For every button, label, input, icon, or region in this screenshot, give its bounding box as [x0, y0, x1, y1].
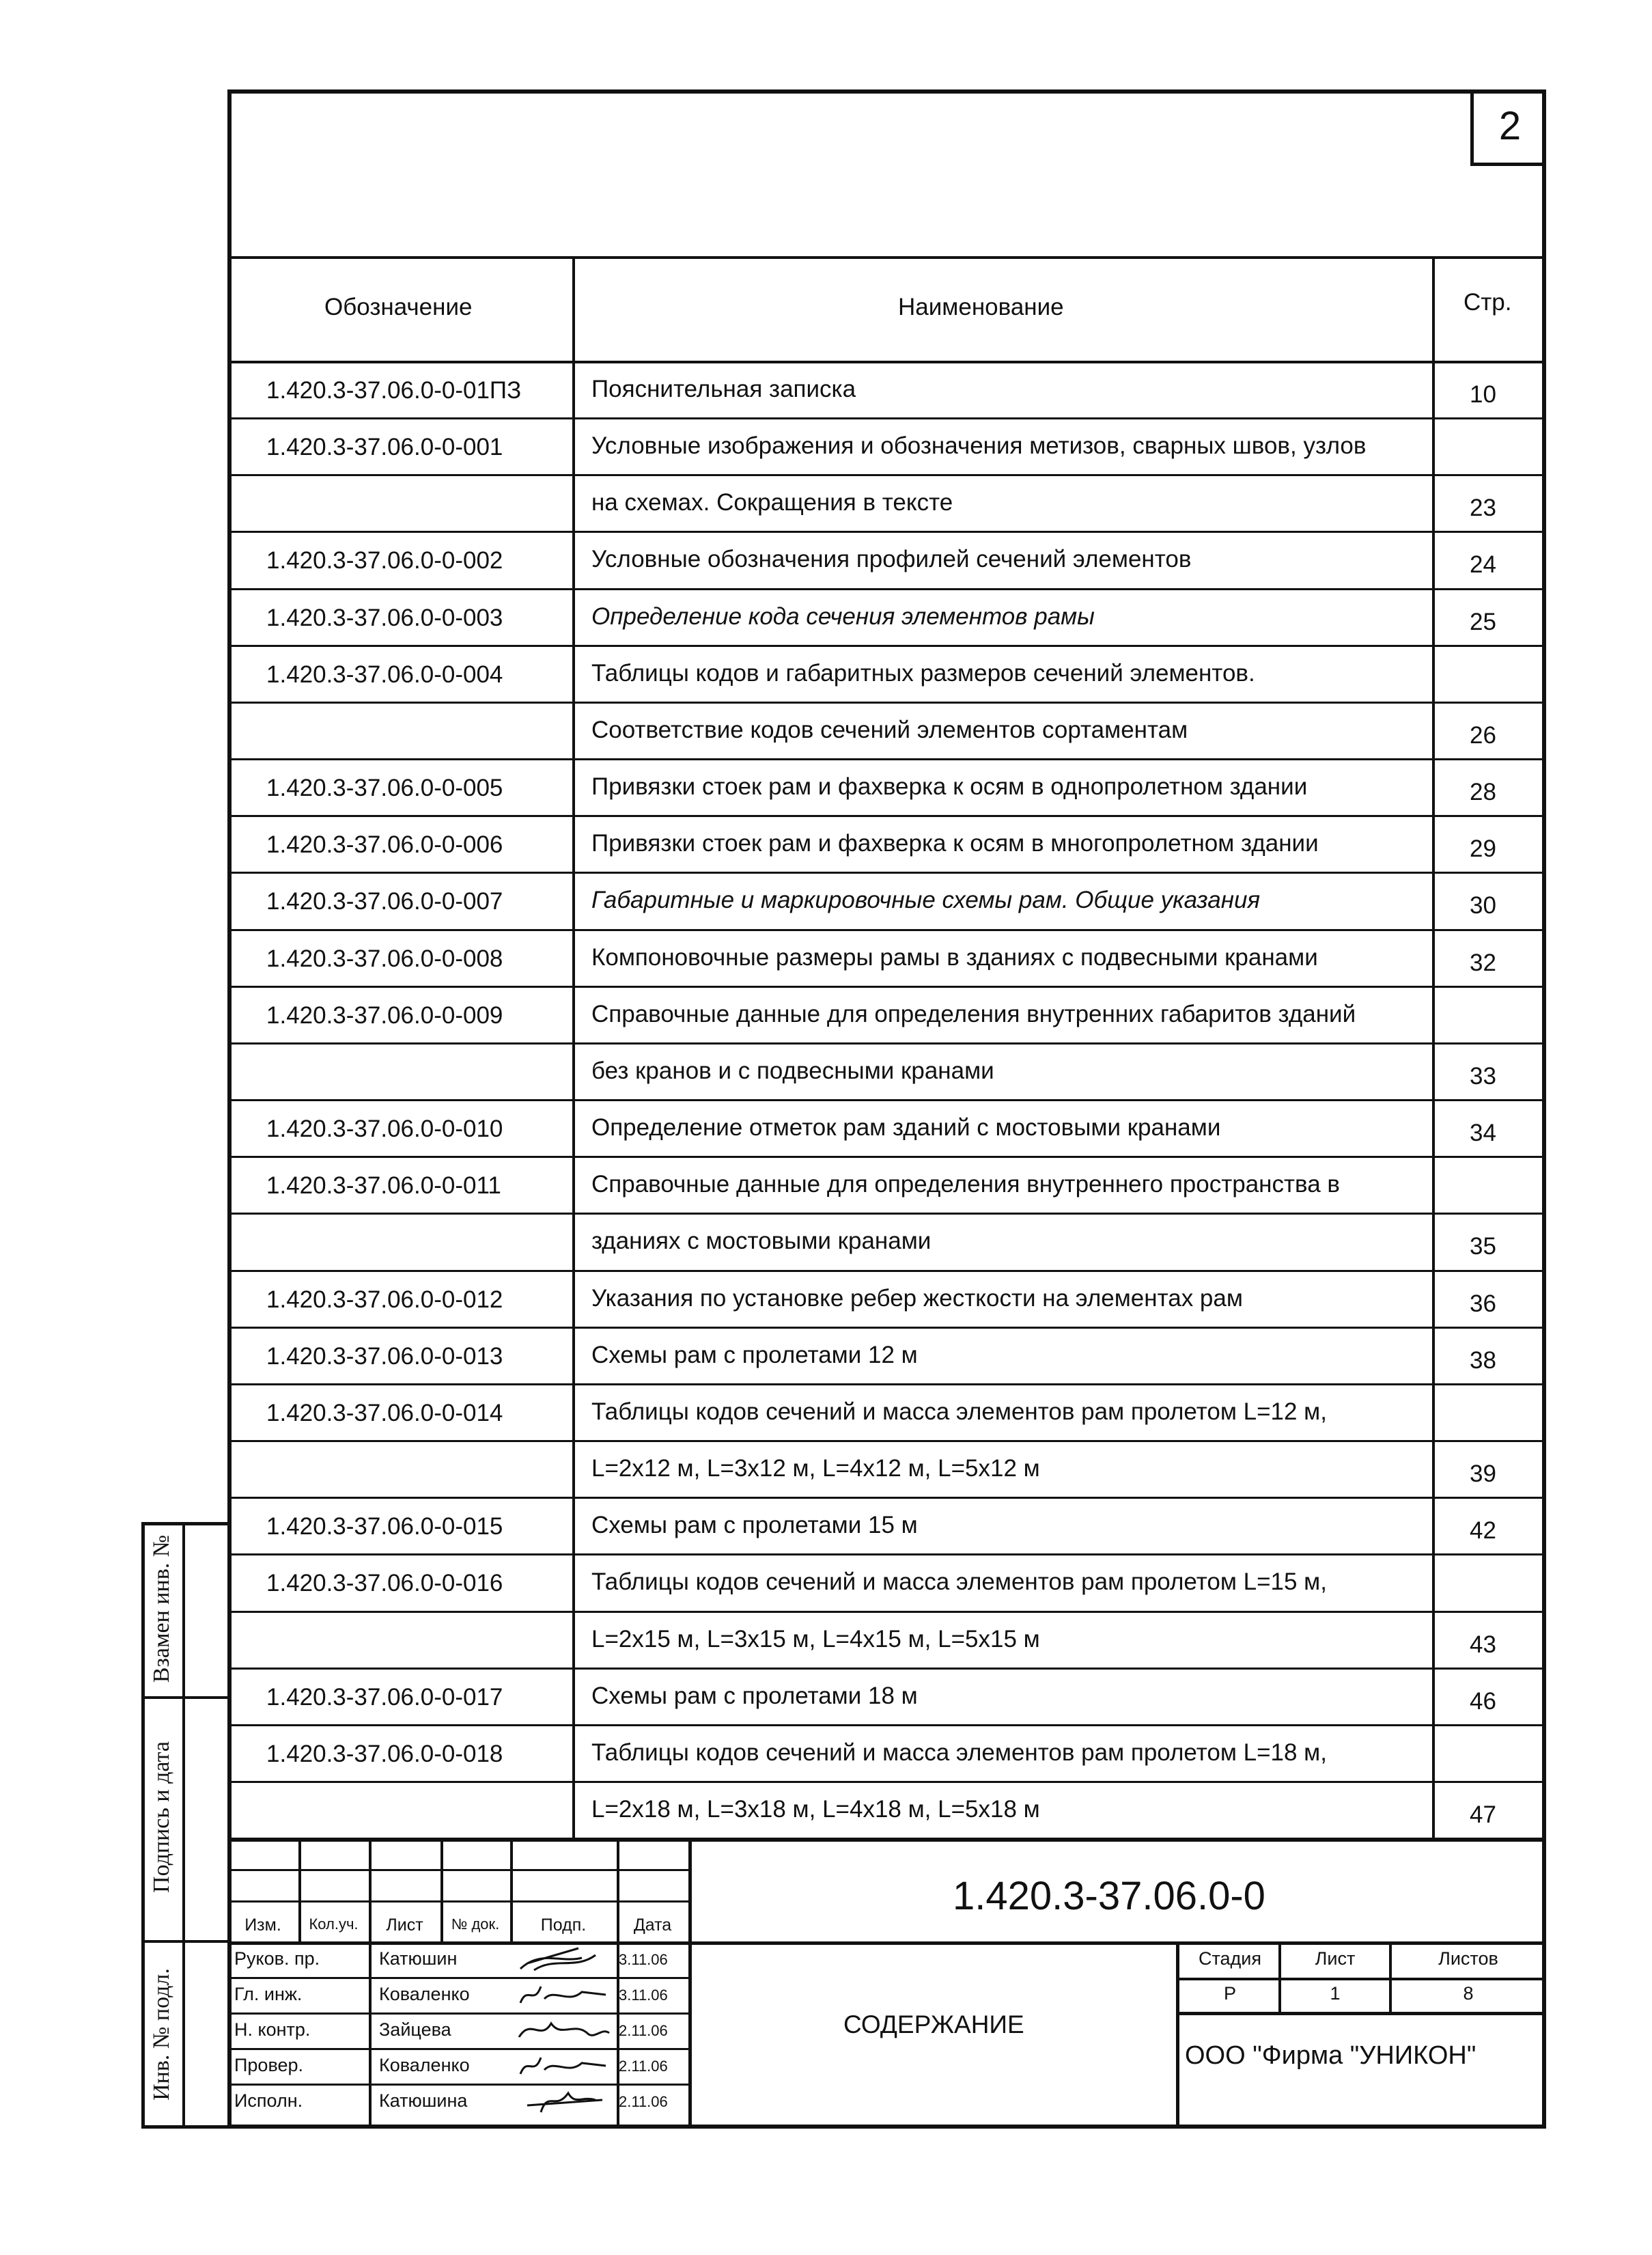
row-page: 23: [1470, 495, 1496, 522]
row-divider: [227, 1327, 1546, 1329]
rev-header-kol_uch: Кол.уч.: [309, 1915, 359, 1933]
row-name: L=2x15 м, L=3x15 м, L=4x15 м, L=5x15 м: [591, 1625, 1040, 1652]
row-name: Таблицы кодов сечений и масса элементов рам пролетом L=15 м,: [591, 1568, 1327, 1596]
person-name: Коваленко: [379, 1984, 470, 2004]
rev-header-izm: Изм.: [244, 1915, 281, 1935]
side-stamp-line-2: [141, 1940, 230, 1943]
row-name: Габаритные и маркировочные схемы рам. Общие указания: [591, 887, 1261, 914]
document-code: 1.420.3-37.06.0-0: [953, 1874, 1265, 1918]
row-name: Компоновочные размеры рамы в зданиях с подвесными кранами: [591, 943, 1318, 971]
header-bottom-line: [227, 361, 1546, 363]
title-block-split: [688, 1838, 692, 2129]
document-title: СОДЕРЖАНИЕ: [843, 2010, 1024, 2038]
row-code: 1.420.3-37.06.0-0-015: [266, 1513, 503, 1540]
row-divider: [227, 1611, 1546, 1613]
row-divider: [227, 815, 1546, 817]
row-code: 1.420.3-37.06.0-0-011: [266, 1172, 501, 1200]
row-page: 32: [1470, 949, 1496, 976]
person-date: 3.11.06: [619, 1951, 668, 1968]
row-divider: [227, 531, 1546, 533]
row-code: 1.420.3-37.06.0-0-013: [266, 1342, 503, 1370]
row-name: без кранов и с подвесными кранами: [591, 1057, 994, 1084]
row-page: 42: [1470, 1517, 1496, 1545]
row-divider: [227, 1213, 1546, 1215]
row-divider: [227, 645, 1546, 647]
person-date: 2.11.06: [619, 2058, 668, 2075]
row-page: 24: [1470, 551, 1496, 579]
row-name: Условные изображения и обозначения метизов, сварных швов, узлов: [591, 432, 1367, 460]
person-role: Исполн.: [234, 2090, 303, 2111]
row-page: 39: [1470, 1461, 1496, 1488]
stage-label: Стадия: [1198, 1948, 1262, 1969]
row-name: Схемы рам с пролетами 12 м: [591, 1341, 918, 1368]
person-name: Катюшина: [379, 2090, 468, 2111]
row-code: 1.420.3-37.06.0-0-001: [266, 434, 503, 461]
rev-header-data: Дата: [633, 1915, 672, 1935]
sheets-value: 8: [1463, 1983, 1474, 2004]
row-code: 1.420.3-37.06.0-0-006: [266, 831, 503, 859]
row-code: 1.420.3-37.06.0-0-002: [266, 547, 503, 575]
row-divider: [227, 1781, 1546, 1783]
row-divider: [227, 702, 1546, 704]
row-name: L=2x18 м, L=3x18 м, L=4x18 м, L=5x18 м: [591, 1796, 1040, 1823]
row-name: Таблицы кодов и габаритных размеров сечений элементов.: [591, 659, 1255, 687]
row-name: Таблицы кодов сечений и масса элементов рам пролетом L=18 м,: [591, 1739, 1327, 1766]
row-code: 1.420.3-37.06.0-0-014: [266, 1399, 503, 1426]
row-divider: [227, 588, 1546, 590]
person-role: Гл. инж.: [234, 1984, 303, 2004]
row-name: Справочные данные для определения внутреннего пространства в: [591, 1171, 1341, 1198]
row-page: 47: [1470, 1801, 1496, 1828]
row-divider: [227, 417, 1546, 419]
row-code: 1.420.3-37.06.0-0-018: [266, 1740, 503, 1767]
row-divider: [227, 986, 1546, 988]
person-name: Коваленко: [379, 2055, 470, 2075]
row-code: 1.420.3-37.06.0-0-017: [266, 1683, 503, 1711]
person-role: Руков. пр.: [234, 1948, 320, 1969]
row-name: зданиях с мостовыми кранами: [591, 1228, 932, 1255]
row-divider: [227, 1156, 1546, 1158]
row-name: Определение отметок рам зданий с мостовыми кранами: [591, 1114, 1221, 1142]
header-designation: Обозначение: [324, 294, 473, 320]
row-page: 28: [1470, 779, 1496, 806]
row-name: Соответствие кодов сечений элементов сортаментам: [591, 716, 1188, 743]
side-stamp-divider: [182, 1522, 185, 2129]
row-page: 38: [1470, 1346, 1496, 1374]
stage-divider-2: [1389, 1941, 1392, 2012]
person-name: Зайцева: [379, 2019, 451, 2040]
rev-col-line: [369, 1838, 372, 2129]
row-code: 1.420.3-37.06.0-0-003: [266, 604, 503, 631]
row-code: 1.420.3-37.06.0-0-01ПЗ: [266, 377, 522, 404]
row-page: 46: [1470, 1687, 1496, 1715]
row-name: на схемах. Сокращения в тексте: [591, 489, 953, 516]
handwritten-signature: [514, 2085, 616, 2118]
row-code: 1.420.3-37.06.0-0-016: [266, 1570, 503, 1597]
title-block-top: [227, 1838, 1546, 1842]
row-page: 29: [1470, 835, 1496, 863]
row-divider: [227, 1497, 1546, 1499]
row-page: 25: [1470, 608, 1496, 635]
row-name: Указания по установке ребер жесткости на элементах рам: [591, 1284, 1243, 1312]
rev-header-no_dok: № док.: [451, 1915, 500, 1933]
row-divider: [227, 474, 1546, 476]
row-divider: [227, 929, 1546, 931]
title-code-bottom: [688, 1941, 1546, 1945]
row-divider: [227, 1440, 1546, 1442]
signature-date-label: Подпись и дата: [149, 1741, 174, 1893]
row-divider: [227, 1553, 1546, 1555]
row-divider: [227, 1724, 1546, 1726]
row-code: 1.420.3-37.06.0-0-010: [266, 1116, 503, 1143]
stage-values-line: [1176, 2012, 1546, 2015]
row-page: 33: [1470, 1062, 1496, 1090]
row-name: Привязки стоек рам и фахверка к осям в однопролетном здании: [591, 773, 1308, 801]
row-divider: [227, 1042, 1546, 1045]
title-name-right: [1176, 1941, 1179, 2129]
row-divider: [227, 758, 1546, 760]
row-name: L=2x12 м, L=3x12 м, L=4x12 м, L=5x12 м: [591, 1455, 1040, 1482]
row-code: 1.420.3-37.06.0-0-005: [266, 775, 503, 802]
row-name: Условные обозначения профилей сечений элементов: [591, 546, 1192, 573]
row-page: 10: [1470, 381, 1496, 408]
row-page: 36: [1470, 1290, 1496, 1317]
rev-col-line: [617, 1838, 619, 2129]
row-code: 1.420.3-37.06.0-0-009: [266, 1001, 503, 1029]
row-page: 35: [1470, 1233, 1496, 1260]
row-page: 34: [1470, 1120, 1496, 1147]
row-page: 30: [1470, 892, 1496, 919]
header-page: Стр.: [1464, 289, 1512, 316]
handwritten-signature: [514, 2014, 616, 2047]
sheet-value: 1: [1330, 1983, 1341, 2004]
company-name: ООО "Фирма "УНИКОН": [1185, 2041, 1476, 2070]
person-role: Провер.: [234, 2055, 304, 2075]
row-name: Привязки стоек рам и фахверка к осям в многопролетном здании: [591, 830, 1319, 857]
row-name: Определение кода сечения элементов рамы: [591, 603, 1095, 630]
row-name: Справочные данные для определения внутренних габаритов зданий: [591, 1000, 1356, 1027]
handwritten-signature: [514, 1943, 616, 1976]
side-stamp-line-1: [141, 1696, 230, 1699]
page-number: 2: [1470, 89, 1546, 166]
row-code: 1.420.3-37.06.0-0-012: [266, 1286, 503, 1313]
row-divider: [227, 1383, 1546, 1385]
rev-header-podp: Подп.: [540, 1915, 587, 1935]
handwritten-signature: [514, 1978, 616, 2011]
person-name: Катюшин: [379, 1948, 458, 1969]
person-date: 3.11.06: [619, 1987, 668, 2004]
row-page: 43: [1470, 1631, 1496, 1658]
sheets-label: Листов: [1438, 1948, 1498, 1969]
person-date: 2.11.06: [619, 2022, 668, 2039]
stage-divider-1: [1278, 1941, 1281, 2012]
row-name: Пояснительная записка: [591, 376, 856, 402]
person-date: 2.11.06: [619, 2093, 668, 2110]
person-role: Н. контр.: [234, 2019, 311, 2040]
row-page: 26: [1470, 721, 1496, 749]
stage-header-line: [1176, 1978, 1546, 1980]
stage-value: Р: [1223, 1983, 1236, 2004]
row-divider: [227, 1270, 1546, 1272]
rev-header-list: Лист: [386, 1915, 423, 1935]
row-divider: [227, 872, 1546, 874]
row-code: 1.420.3-37.06.0-0-007: [266, 888, 503, 915]
row-code: 1.420.3-37.06.0-0-008: [266, 945, 503, 972]
row-divider: [227, 1668, 1546, 1670]
row-code: 1.420.3-37.06.0-0-004: [266, 661, 503, 688]
replaced-inv-label: Взамен инв. №: [149, 1534, 174, 1683]
row-divider: [227, 1099, 1546, 1101]
row-name: Схемы рам с пролетами 18 м: [591, 1682, 918, 1709]
row-name: Схемы рам с пролетами 15 м: [591, 1512, 918, 1539]
sheet-label: Лист: [1315, 1948, 1356, 1969]
header-top-line: [227, 256, 1546, 259]
row-name: Таблицы кодов сечений и масса элементов рам пролетом L=12 м,: [591, 1398, 1327, 1425]
original-inv-label: Инв. № подл.: [149, 1968, 174, 2101]
column-divider-2: [1432, 256, 1435, 1838]
header-name: Наименование: [898, 294, 1064, 320]
handwritten-signature: [514, 2049, 616, 2082]
column-divider-1: [572, 256, 575, 1838]
